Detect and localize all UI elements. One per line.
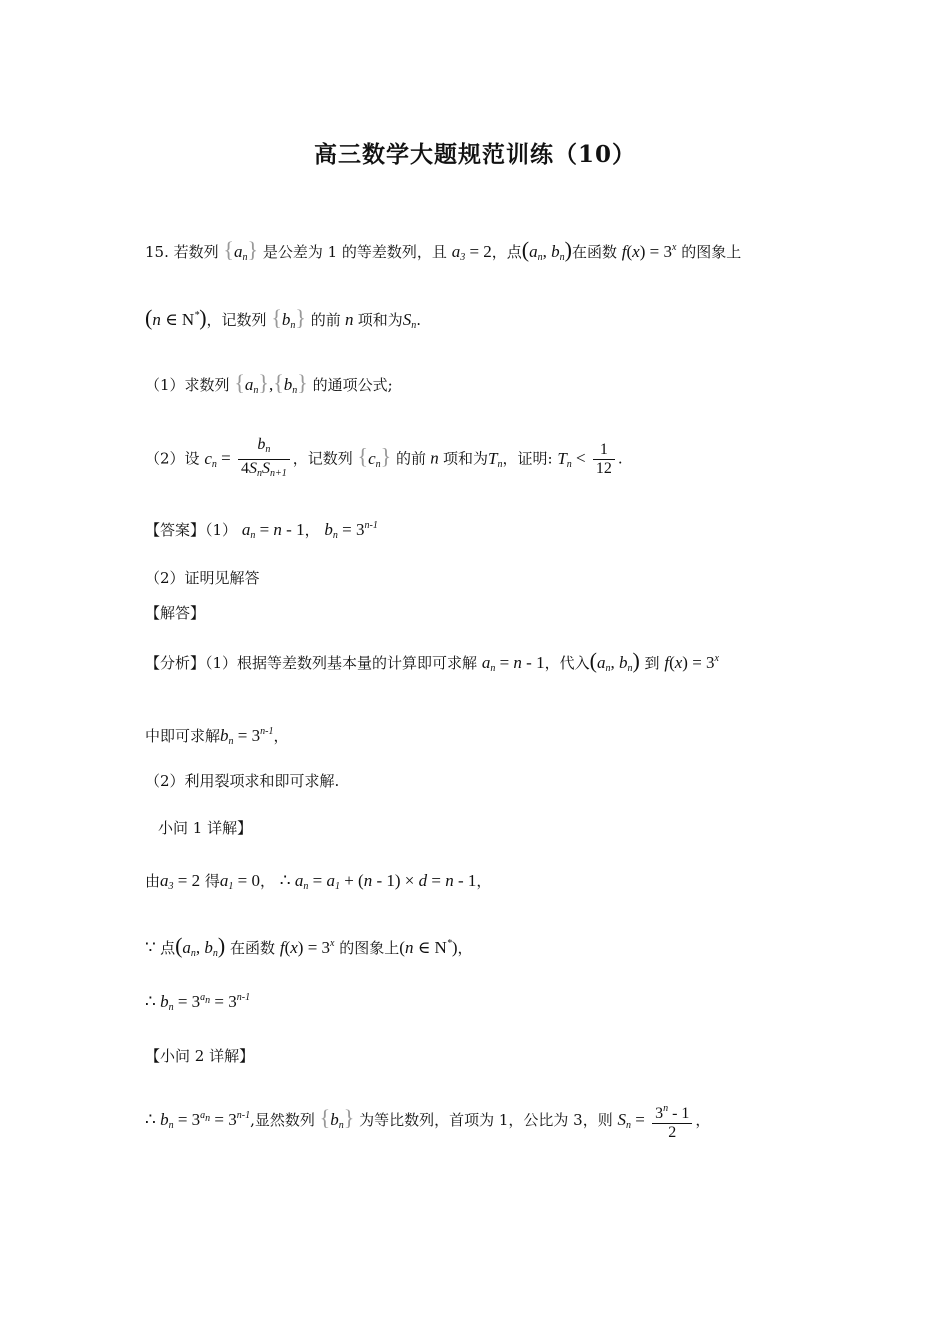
q15-line-1: 15. 若数列 $\{a_n\}$ 是公差为 1 的等差数列，且 $a_3 = 2$，点($a_n$, $b_n$)在函数 $f(x) = 3^x$ 的图象上: [145, 237, 742, 263]
detail-1-line-2: ∵ 点($a_n$, $b_n$) 在函数 $f(x) = 3^x$ 的图象上(n ∈ N*)，: [145, 933, 473, 959]
detail-1-line-3: ∴ $b_n = 3^{a_n} = 3^{n-1}$: [145, 992, 251, 1013]
analysis-line-2: 中即可求解$b_n = 3^{n-1}$，: [145, 726, 289, 747]
solution-label: 【解答】: [145, 604, 206, 622]
detail-1-line-1: 由$a_3 = 2$ 得$a_1 = 0$， ∴ $a_n = a_1 + (n - 1) \times d = n - 1$，: [145, 871, 492, 892]
answer-part-2: （2）证明见解答: [145, 569, 260, 587]
detail-2-label: 【小问 2 详解】: [145, 1047, 255, 1065]
answer-line: 【答案】（1） $a_n = n - 1$， $b_n = 3^{n-1}$: [145, 520, 378, 541]
q15-line-2: (n ∈ N*)，记数列 $\{b_n\}$ 的前 n 项和为$S_n$.: [145, 305, 422, 331]
page-title: 高三数学大题规范训练（10）: [313, 141, 636, 168]
part-2: （2）设 $c_n$ = $\frac{b_n}{4S_nS_{n+1}}$ ，记数列 $\{c_n\}$ 的前 n 项和为$T_n$，证明: $T_n$ < $\frac{1}{12}$ .: [145, 436, 623, 483]
detail-2-line-1: ∴ $b_n = 3^{a_n} = 3^{n-1}$,显然数列 $\{b_n\}$ 为等比数列，首项为 1，公比为 3，则 $S_n$ = $\frac{3^n - 1}{2}$ ，: [145, 1100, 710, 1142]
fraction-cn: $\frac{b_n}{4S_nS_{n+1}}$: [238, 436, 290, 483]
analysis-line-1: 【分析】（1）根据等差数列基本量的计算即可求解 $a_n = n - 1$，代入($a_n$, $b_n$) 到 $f(x) = 3^x$: [145, 648, 719, 674]
fraction-sn: $\frac{3^n - 1}{2}$: [652, 1100, 692, 1142]
part-1: （1）求数列 $\{a_n\},\{b_n\}$ 的通项公式;: [145, 370, 393, 396]
detail-1-label: 小问 1 详解】: [158, 819, 253, 837]
analysis-line-3: （2）利用裂项求和即可求解.: [145, 772, 340, 790]
fraction-one-twelfth: $\frac{1}{12}$: [593, 441, 615, 478]
